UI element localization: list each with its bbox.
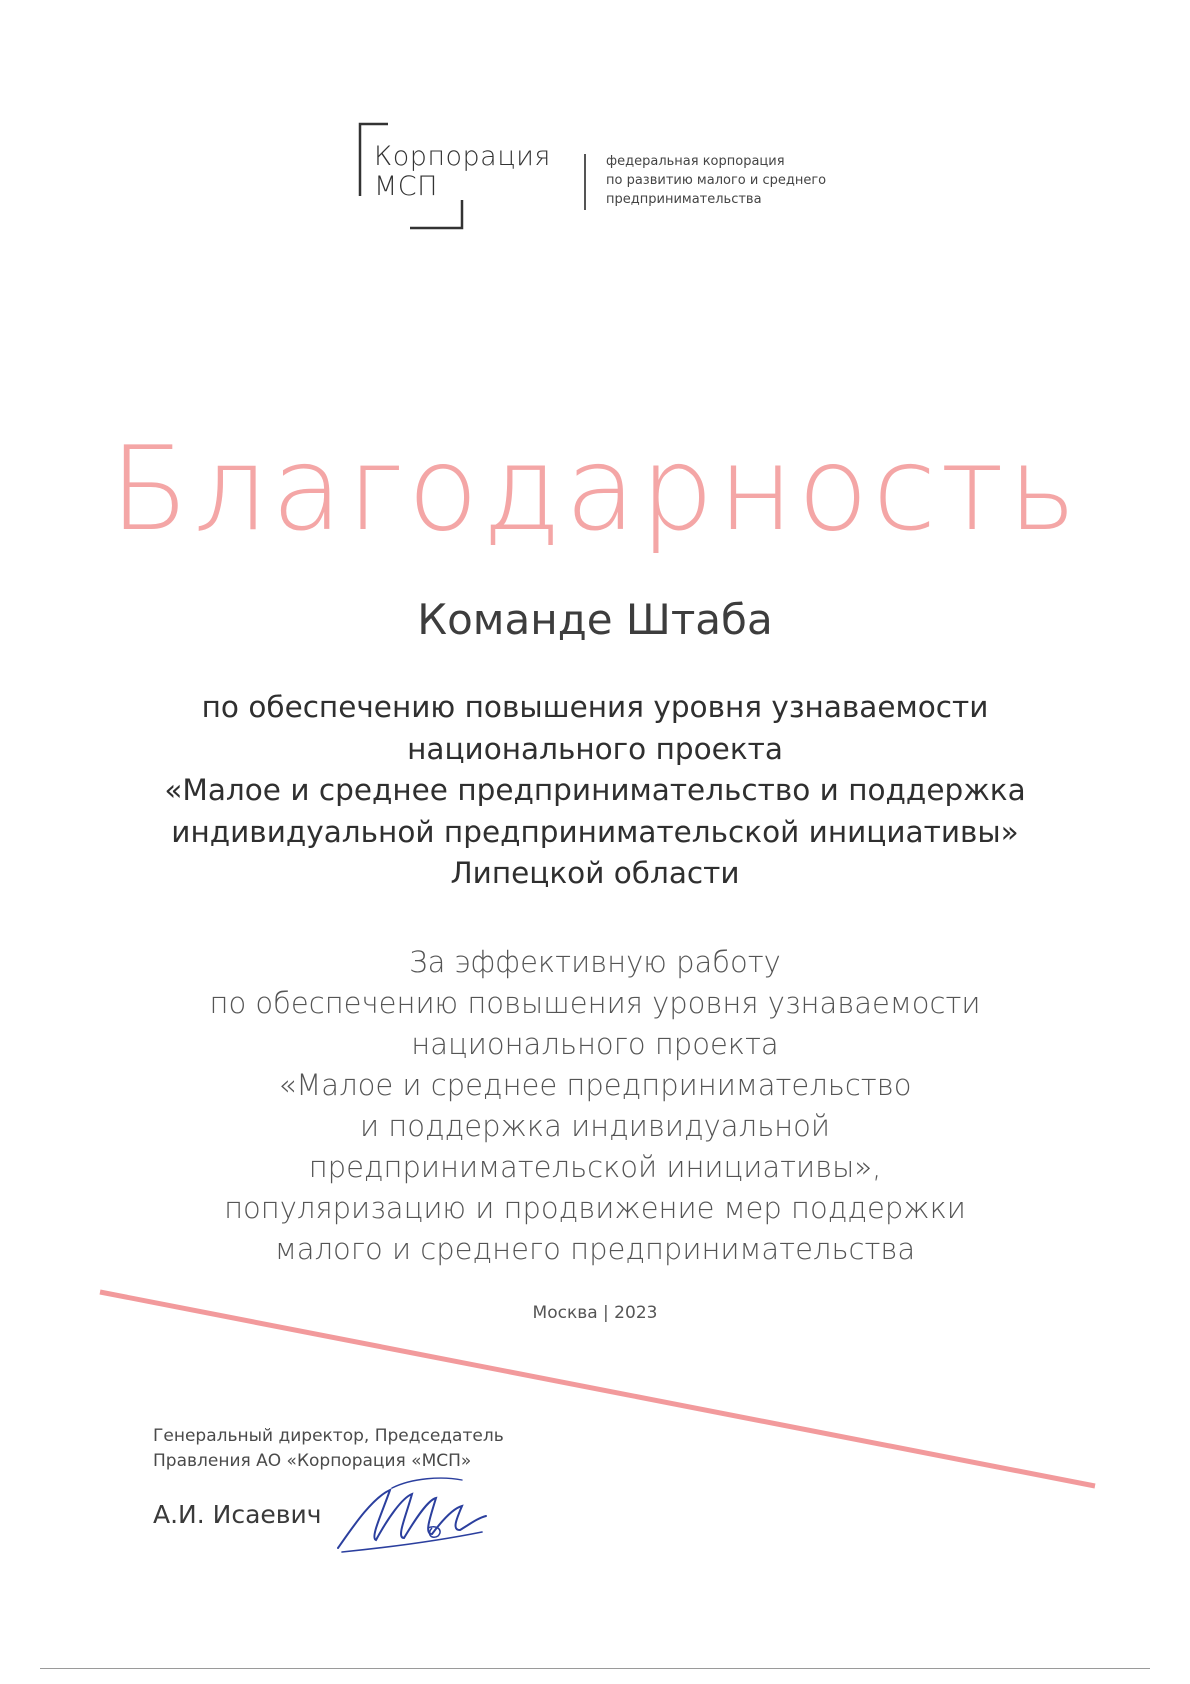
reason-line: «Малое и среднее предпринимательство — [278, 1068, 912, 1102]
logo-line2: МСП — [374, 171, 438, 202]
subject-line: «Малое и среднее предпринимательство и поддержка — [164, 773, 1026, 807]
subject-line: по обеспечению повышения уровня узнаваемости — [201, 690, 989, 724]
handwritten-signature — [332, 1468, 492, 1558]
reason-line: и поддержка индивидуальной — [359, 1109, 830, 1143]
recipient: Команде Штаба — [417, 595, 773, 644]
subject-line: Липецкой области — [450, 856, 740, 890]
subject-line: индивидуальной предпринимательской инициативы» — [171, 814, 1019, 849]
reason-paragraph — [0, 942, 1190, 1270]
logo-divider — [584, 154, 586, 210]
description-line: по развитию малого и среднего — [606, 173, 827, 188]
reason-line: предпринимательской инициативы», — [308, 1150, 882, 1184]
corporation-description — [606, 152, 826, 209]
footer-rule — [40, 1668, 1150, 1669]
reason-line: по обеспечению повышения уровня узнаваемости — [209, 986, 981, 1020]
description-line: федеральная корпорация — [606, 154, 785, 169]
logo-line1: Корпорация — [374, 141, 551, 172]
signer-name: А.И. Исаевич — [153, 1500, 322, 1529]
place-year: Москва | 2023 — [532, 1303, 658, 1323]
signer-position-line: Генеральный директор, Председатель — [153, 1426, 504, 1446]
subject-paragraph — [0, 687, 1190, 895]
reason-line: малого и среднего предпринимательства — [274, 1232, 916, 1266]
certificate-title: Благодарность — [109, 422, 1081, 557]
signer-position — [153, 1424, 504, 1474]
signer-position-line: Правления АО «Корпорация «МСП» — [153, 1451, 472, 1471]
description-line: предпринимательства — [606, 192, 762, 207]
reason-line: За эффективную работу — [409, 945, 781, 979]
reason-line: национального проекта — [411, 1027, 779, 1061]
subject-line: национального проекта — [407, 731, 783, 766]
msp-logo — [374, 142, 551, 202]
reason-line: популяризацию и продвижение мер поддержки — [224, 1191, 966, 1225]
